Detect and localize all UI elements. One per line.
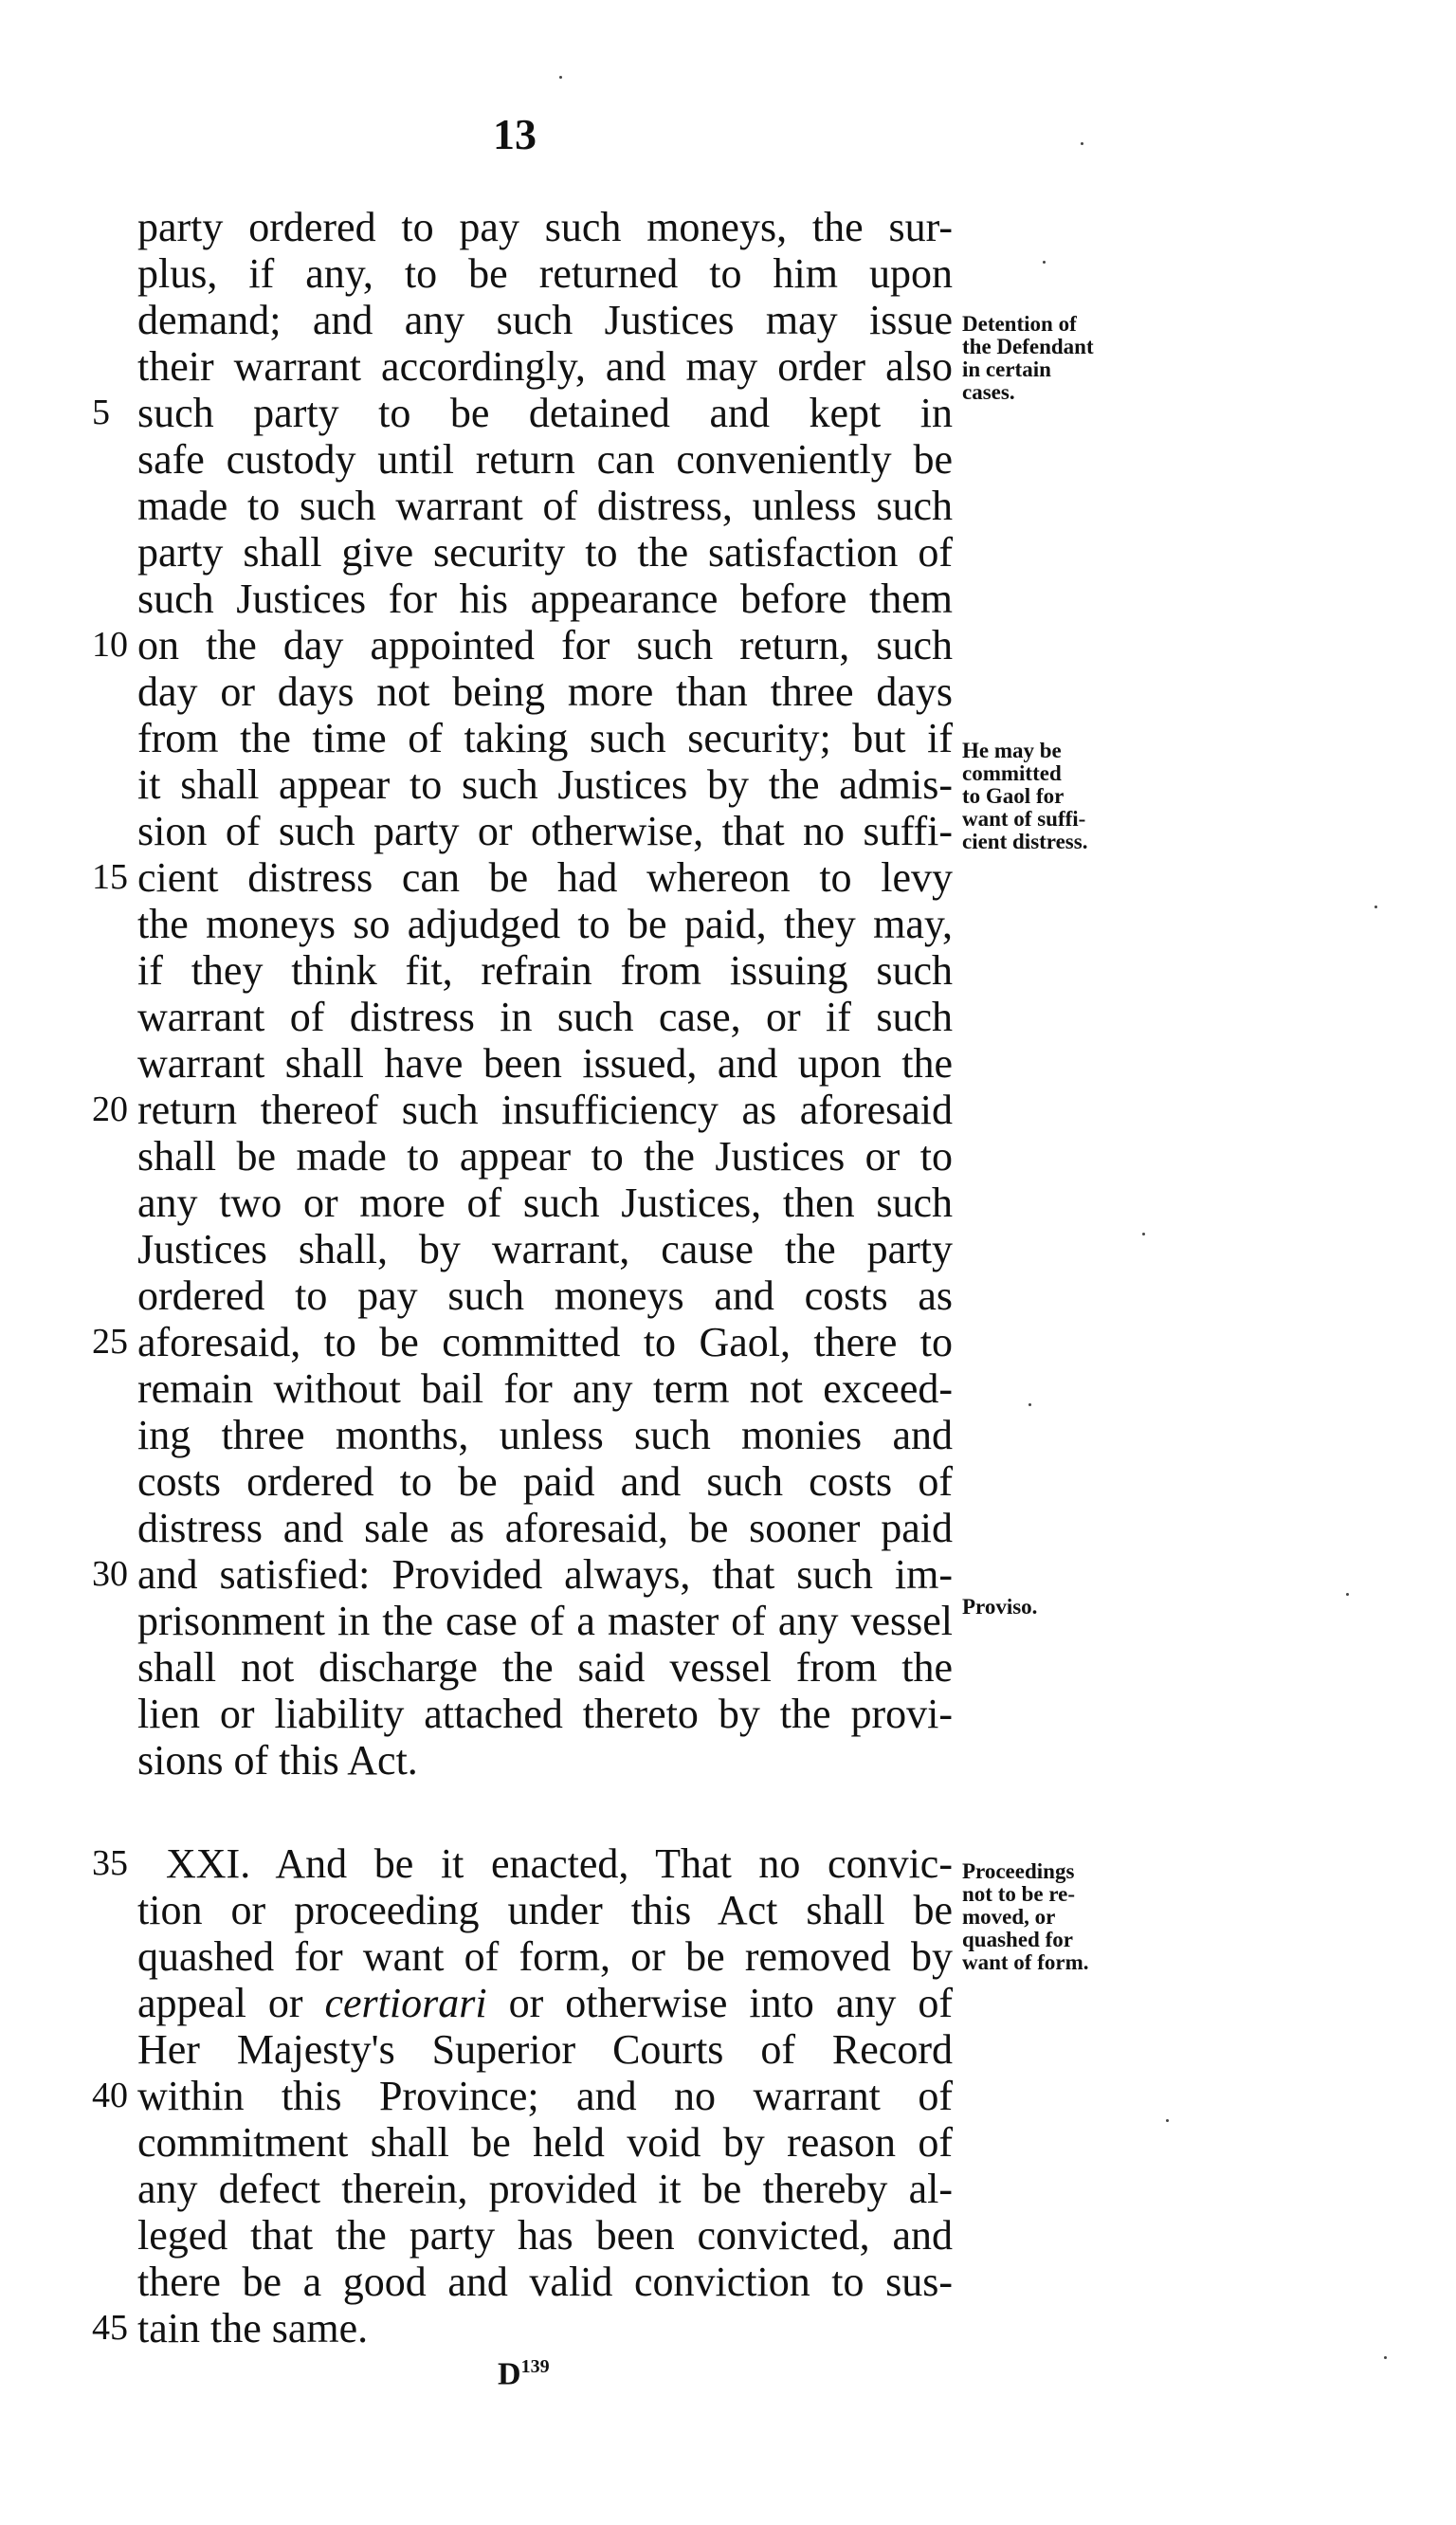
margin-note-line: the Defendant: [962, 335, 1094, 358]
text-line: [137, 715, 953, 761]
text-line: [137, 2259, 953, 2305]
scan-speck: [1374, 906, 1377, 908]
scan-speck: [1043, 261, 1046, 264]
text-line: [137, 1980, 953, 2026]
text-line: [92, 2305, 953, 2351]
line-text: day or days not being more than three days: [137, 668, 953, 715]
line-text: ing three months, unless such monies and: [137, 1412, 953, 1458]
scan-speck: [1384, 2356, 1387, 2359]
line-text: shall not discharge the said vessel from the: [137, 1644, 953, 1691]
text-line: [137, 1180, 953, 1226]
line-text: lien or liability attached thereto by the provi-: [137, 1691, 953, 1737]
line-text: it shall appear to such Justices by the admis-: [137, 761, 953, 808]
line-number: 5: [92, 393, 110, 432]
text-line: [137, 1272, 953, 1319]
line-number: 40: [92, 2076, 128, 2115]
line-text: commitment shall be held void by reason of: [137, 2119, 953, 2166]
margin-note-line: not to be re-: [962, 1882, 1076, 1906]
text-line: [137, 947, 953, 994]
italic-term: certiorari: [324, 1980, 487, 2026]
margin-note-line: cient distress.: [962, 830, 1088, 853]
line-text: on the day appointed for such return, such: [137, 622, 953, 668]
text-line: [137, 2212, 953, 2259]
text-line: [92, 1087, 953, 1133]
line-text: cient distress can be had whereon to levy: [137, 854, 953, 901]
line-text: party ordered to pay such moneys, the sur-: [137, 204, 953, 250]
text-line: [92, 1319, 953, 1365]
paragraph-1: [92, 204, 953, 1784]
text-line: [137, 297, 953, 343]
text-line: [137, 483, 953, 529]
text-line: [137, 1691, 953, 1737]
text-line: [137, 1933, 953, 1980]
line-text: from the time of taking such security; but if: [137, 715, 953, 761]
line-number: 45: [92, 2308, 128, 2348]
margin-note-committed: [962, 740, 1087, 853]
line-text: distress and sale as aforesaid, be sooner paid: [137, 1505, 953, 1551]
signature-letter: D: [498, 2356, 521, 2392]
text-line: [137, 1737, 953, 1784]
text-line: [137, 1133, 953, 1180]
text-line: [137, 436, 953, 483]
line-text: and satisfied: Provided always, that such im-: [137, 1551, 953, 1598]
page-number: 13: [493, 110, 537, 158]
margin-note-line: want of suffi-: [962, 807, 1086, 831]
text-line: [137, 1412, 953, 1458]
text-line: [92, 1840, 953, 1887]
scan-speck: [1166, 2119, 1169, 2122]
margin-note-line: moved, or: [962, 1905, 1056, 1929]
line-number: 35: [92, 1843, 128, 1883]
line-text: prisonment in the case of a master of any vessel: [137, 1598, 953, 1644]
line-text: if they think fit, refrain from issuing such: [137, 947, 953, 994]
text-line: [92, 854, 953, 901]
text-line: [137, 529, 953, 576]
margin-note-line: Proceedings: [962, 1859, 1075, 1883]
line-number: 15: [92, 857, 128, 897]
text-line: [92, 2073, 953, 2119]
body-text: [92, 204, 954, 2351]
line-text: warrant of distress in such case, or if such: [137, 994, 953, 1040]
line-text: return thereof such insufficiency as aforesaid: [137, 1087, 953, 1133]
text-line: [137, 1226, 953, 1272]
line-text: tion or proceeding under this Act shall be: [137, 1887, 953, 1933]
text-line: [92, 622, 953, 668]
line-text: quashed for want of form, or be removed by: [137, 1933, 953, 1980]
text-line: [137, 668, 953, 715]
line-text: plus, if any, to be returned to him upon: [137, 250, 953, 297]
line-text: any two or more of such Justices, then such: [137, 1180, 953, 1226]
text-line: [92, 1551, 953, 1598]
signature-mark: [498, 2356, 550, 2392]
margin-note-line: Detention of: [962, 312, 1077, 336]
line-text: such party to be detained and kept in: [137, 390, 953, 436]
line-text: safe custody until return can conveniently be: [137, 436, 953, 483]
scan-speck: [1142, 1233, 1145, 1235]
margin-note-detention: [962, 313, 1094, 404]
margin-note-line: to Gaol for: [962, 784, 1065, 808]
margin-note-line: quashed for: [962, 1928, 1073, 1951]
line-text: leged that the party has been convicted, and: [137, 2212, 953, 2259]
margin-note-line: in certain: [962, 357, 1051, 381]
scan-speck: [559, 76, 562, 79]
line-text: there be a good and valid conviction to sus-: [137, 2259, 953, 2305]
text-line: [137, 576, 953, 622]
line-text: Justices shall, by warrant, cause the party: [137, 1226, 953, 1272]
margin-note-line: want of form.: [962, 1950, 1089, 1974]
text-line: [137, 1887, 953, 1933]
line-text: demand; and any such Justices may issue: [137, 297, 953, 343]
text-line: [137, 761, 953, 808]
text-line: [137, 1644, 953, 1691]
signature-number: 139: [520, 2356, 550, 2377]
line-text: remain without bail for any term not exceed-: [137, 1365, 953, 1412]
text-line: [137, 250, 953, 297]
text-line: [137, 1040, 953, 1087]
line-text: Her Majesty's Superior Courts of Record: [137, 2026, 953, 2073]
text-line: [137, 1505, 953, 1551]
line-text: ordered to pay such moneys and costs as: [137, 1272, 953, 1319]
text-line: [137, 1598, 953, 1644]
line-text: made to such warrant of distress, unless such: [137, 483, 953, 529]
text-line: [137, 2166, 953, 2212]
line-text: appeal or certiorari or otherwise into any of: [137, 1980, 954, 2026]
line-text: sions of this Act.: [137, 1737, 418, 1784]
line-number: 30: [92, 1554, 128, 1594]
margin-note-line: cases.: [962, 380, 1015, 404]
text-line: [137, 1365, 953, 1412]
text-line: [92, 390, 953, 436]
line-number: 25: [92, 1322, 128, 1362]
scan-speck: [1346, 1593, 1349, 1596]
line-text: the moneys so adjudged to be paid, they may,: [137, 901, 953, 947]
line-text: warrant shall have been issued, and upon the: [137, 1040, 953, 1087]
line-text: sion of such party or otherwise, that no suffi-: [137, 808, 953, 854]
margin-note-proceedings: [962, 1860, 1089, 1974]
line-text: shall be made to appear to the Justices or to: [137, 1133, 953, 1180]
text-line: [137, 2119, 953, 2166]
text-line: [137, 343, 953, 390]
line-text: costs ordered to be paid and such costs of: [137, 1458, 953, 1505]
line-number: 10: [92, 625, 128, 665]
scan-speck: [1081, 142, 1083, 145]
margin-note-line: Proviso.: [962, 1595, 1038, 1619]
text-line: [137, 204, 953, 250]
text-line: [137, 808, 953, 854]
line-text: aforesaid, to be committed to Gaol, there to: [137, 1319, 953, 1365]
line-text: any defect therein, provided it be thereby al-: [137, 2166, 953, 2212]
line-text: their warrant accordingly, and may order also: [137, 343, 953, 390]
margin-note-line: committed: [962, 761, 1062, 785]
paragraph-2: [92, 1840, 954, 2351]
text-line: [137, 1458, 953, 1505]
line-text: party shall give security to the satisfaction of: [137, 529, 953, 576]
scan-speck: [1028, 1403, 1031, 1406]
line-text: within this Province; and no warrant of: [137, 2073, 953, 2119]
paragraph-gap: [137, 1784, 953, 1840]
line-text: such Justices for his appearance before them: [137, 576, 953, 622]
line-text: tain the same.: [137, 2305, 369, 2351]
line-text: XXI. And be it enacted, That no convic-: [166, 1840, 953, 1887]
text-line: [137, 901, 953, 947]
margin-note-line: He may be: [962, 739, 1062, 762]
text-line: [137, 994, 953, 1040]
margin-note-proviso: [962, 1596, 1037, 1619]
text-line: [137, 2026, 953, 2073]
line-number: 20: [92, 1089, 128, 1129]
